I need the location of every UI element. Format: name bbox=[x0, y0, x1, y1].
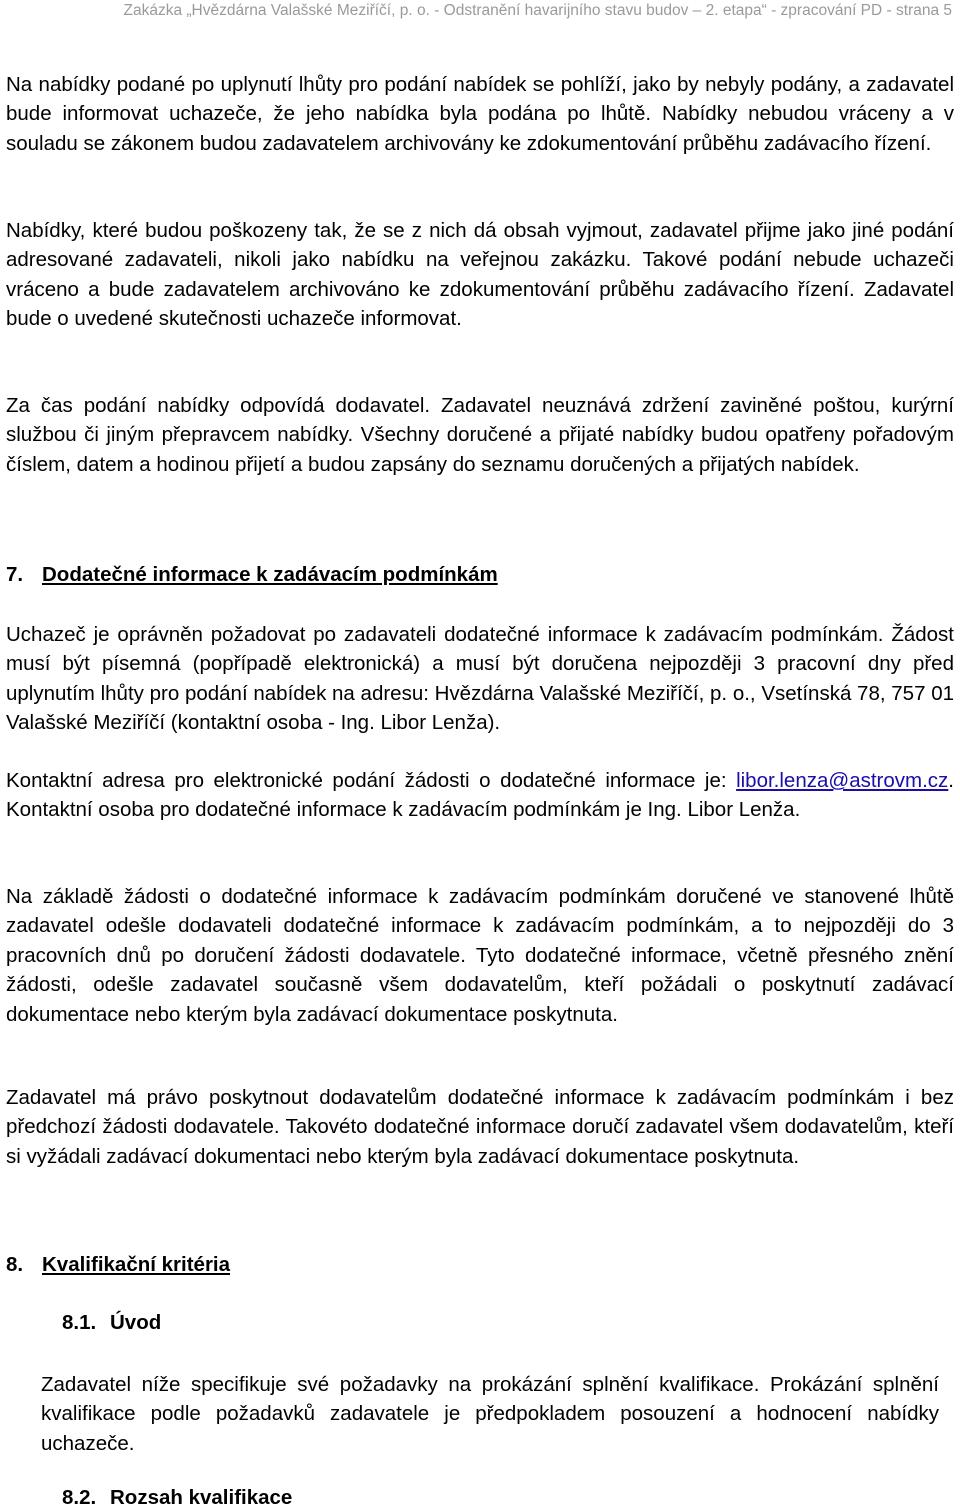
paragraph-late-offers: Na nabídky podané po uplynutí lhůty pro podání nabídek se pohlíží, jako by nebyly podány, a zadavatel bude informovat uchazeče, že jeho nabídka byla podána po lhůtě. Nabídky nebudou vráceny a v souladu se zákonem budou zadavatelem archivovány ke zdokumentování průběhu zadávacího řízení. bbox=[6, 73, 954, 155]
contact-address-text: Kontaktní adresa pro elektronické podání žádosti o dodatečné informace je: bbox=[6, 769, 737, 792]
section-8-1-title: Úvod bbox=[110, 1311, 162, 1334]
page-header: Zakázka „Hvězdárna Valašské Meziříčí, p. o. - Odstranění havarijního stavu budov – 2. etapa“ - zpracování PD - strana 5 bbox=[123, 2, 952, 19]
section-8-2-title: Rozsah kvalifikace bbox=[110, 1486, 293, 1509]
section-8-title: Kvalifikační kritéria bbox=[42, 1253, 231, 1276]
section-8-heading bbox=[6, 1253, 230, 1277]
section-8-1-heading bbox=[62, 1311, 161, 1335]
section-7-number: 7. bbox=[6, 563, 24, 586]
section-7-heading bbox=[6, 563, 498, 587]
paragraph-unsolicited-info: Zadavatel má právo poskytnout dodavatelům dodatečné informace k zadávacím podmínkám i bez předchozí žádosti dodavatele. Takovéto dodatečné informace doručí zadavatel všem dodavatelům, kteří si vyžádali zadávací dokumentaci nebo kterým byla zadávací dokumentace poskytnuta. bbox=[6, 1086, 954, 1168]
paragraph-request-info: Uchazeč je oprávněn požadovat po zadavateli dodatečné informace k zadávacím podmínkám. Žádost musí být písemná (popřípadě elektronická) a musí být doručena nejpozději 3 pracovní dny před uplynutím lhůty pro podání nabídek na adresu: Hvězdárna Valašské Meziříčí, p. o., Vsetínská 78, 757 01 Valašské Meziříčí (kontaktní osoba - Ing. Libor Lenža). bbox=[6, 623, 954, 735]
paragraph-damaged-offers: Nabídky, které budou poškozeny tak, že se z nich dá obsah vyjmout, zadavatel přijme jako jiné podání adresované zadavateli, nikoli jako nabídku na veřejnou zakázku. Takové podání nebude uchazeči vráceno a bude zadavatelem archivováno ke zdokumentování průběhu zadávacího řízení. Zadavatel bude o uvedené skutečnosti uchazeče informovat. bbox=[6, 219, 954, 331]
contact-email-link[interactable]: libor.lenza@astrovm.cz bbox=[736, 769, 949, 792]
paragraph-qualification-intro: Zadavatel níže specifikuje své požadavky na prokázání splnění kvalifikace. Prokázání splnění kvalifikace podle požadavků zadavatele je předpokladem posouzení a hodnocení nabídky uchazeče. bbox=[41, 1373, 939, 1455]
paragraph-delivery-time: Za čas podání nabídky odpovídá dodavatel. Zadavatel neuznává zdržení zaviněné poštou, kurýrní službou či jiným přepravcem nabídky. Všechny doručené a přijaté nabídky budou opatřeny pořadovým číslem, datem a hodinou přijetí a budou zapsány do seznamu doručených a přijatých nabídek. bbox=[6, 394, 954, 476]
section-8-2-heading bbox=[62, 1486, 292, 1510]
section-8-number: 8. bbox=[6, 1253, 24, 1276]
section-8-2-number: 8.2. bbox=[62, 1486, 97, 1509]
contact-person-text: . Kontaktní osoba pro dodatečné informace k zadávacím podmínkám je Ing. Libor Lenža. bbox=[6, 769, 954, 822]
section-8-1-number: 8.1. bbox=[62, 1311, 97, 1334]
paragraph-answer-deadline: Na základě žádosti o dodatečné informace k zadávacím podmínkám doručené ve stanovené lhůtě zadavatel odešle dodavateli dodatečné informace k zadávacím podmínkám, a to nejpozději do 3 pracovních dnů po doručení žádosti dodavatele. Tyto dodatečné informace, včetně přesného znění žádosti, odešle zadavatel současně všem dodavatelům, kteří požádali o poskytnutí zadávací dokumentace nebo kterým byla zadávací dokumentace poskytnuta. bbox=[6, 885, 954, 1026]
section-7-title: Dodatečné informace k zadávacím podmínkám bbox=[42, 563, 498, 586]
paragraph-contact-address bbox=[6, 766, 954, 825]
